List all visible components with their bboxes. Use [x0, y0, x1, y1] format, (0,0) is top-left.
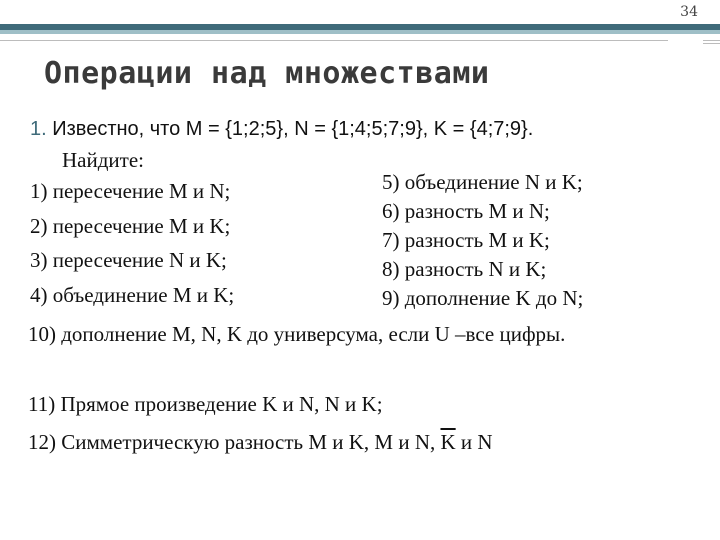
task-list-left	[30, 176, 234, 314]
list-item: 3) пересечение N и K;	[30, 248, 227, 272]
task-10: 10) дополнение M, N, K до универсума, если U –все цифры.	[28, 322, 566, 346]
list-item: 6) разность M и N;	[382, 199, 550, 223]
task-12-text: 12) Симметрическую разность M и K, M и N,	[28, 430, 441, 454]
list-item: 9) дополнение K до N;	[382, 286, 584, 310]
list-item: 4) объединение M и K;	[30, 282, 235, 307]
problem-statement	[30, 118, 533, 141]
divider-line	[0, 40, 668, 41]
list-item: 7) разность M и K;	[382, 228, 550, 252]
problem-text: Известно, что M = {1;2;5}, N = {1;4;5;7;9}, K = {4;7;9}.	[52, 118, 534, 140]
list-item: 1) пересечение M и N;	[30, 179, 231, 203]
page-title: Операции над множествами	[44, 56, 490, 91]
slide-header-bar	[0, 0, 720, 32]
task-11: 11) Прямое произведение K и N, N и K;	[28, 392, 383, 416]
slide-number: 34	[680, 4, 698, 20]
find-label: Найдите:	[62, 148, 144, 172]
list-item: 5) объединение N и K;	[382, 170, 583, 194]
header-band-light	[0, 30, 720, 34]
task-12-complement: $\overline{K}$	[440, 430, 456, 454]
divider-line-right	[703, 40, 720, 41]
task-12	[28, 428, 668, 456]
list-item: 2) пересечение M и K;	[30, 213, 231, 238]
divider-line-right-2	[703, 43, 720, 44]
list-item: 8) разность N и K;	[382, 257, 547, 281]
task-list-right	[382, 168, 583, 313]
problem-number: 1.	[30, 118, 47, 140]
task-12-tail: и N	[455, 430, 493, 454]
